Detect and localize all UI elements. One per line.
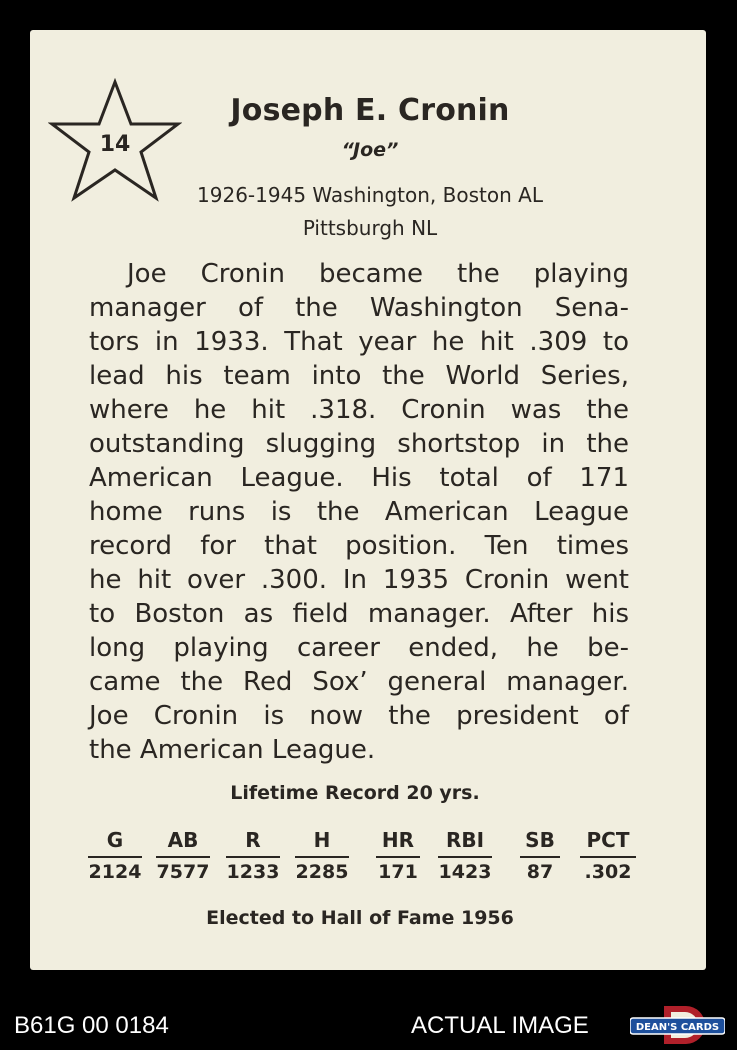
player-nickname: “Joe” (341, 139, 399, 161)
bio-line: Joe Cronin is now the president of (89, 701, 629, 731)
bio-line: home runs is the American League (89, 497, 629, 527)
stats-table (88, 828, 648, 890)
stat-runs (226, 828, 280, 883)
stat-header: H (295, 828, 349, 858)
hall-of-fame-note: Elected to Hall of Fame 1956 (206, 907, 514, 929)
stat-value: 2285 (295, 861, 349, 883)
deans-cards-logo (630, 1004, 725, 1046)
stat-header: HR (376, 828, 420, 858)
stat-value: 2124 (88, 861, 142, 883)
stat-value: .302 (584, 861, 632, 883)
bio-line: he hit over .300. In 1935 Cronin went (89, 565, 629, 595)
bio-line: to Boston as field manager. After his (89, 599, 629, 629)
lifetime-record-label: Lifetime Record 20 yrs. (230, 782, 480, 804)
bio-line: outstanding slugging shortstop in the (89, 429, 629, 459)
stat-value: 87 (526, 861, 554, 883)
stat-value: 1423 (438, 861, 492, 883)
bio-line: the American League. (89, 735, 376, 765)
biography (89, 257, 629, 767)
bio-line: long playing career ended, he be- (89, 633, 629, 663)
career-teams-line-2: Pittsburgh NL (302, 216, 438, 240)
stat-header: RBI (438, 828, 492, 858)
stat-value: 7577 (156, 861, 210, 883)
bio-line: record for that position. Ten times (89, 531, 629, 561)
bio-line: came the Red Sox’ general manager. (89, 667, 629, 697)
stat-hits (295, 828, 349, 883)
logo-text: DEAN'S CARDS (635, 1022, 720, 1033)
bio-line: Joe Cronin became the playing (127, 259, 629, 289)
bio-line: where he hit .318. Cronin was the (89, 395, 629, 425)
stat-header: AB (156, 828, 210, 858)
stat-at-bats (156, 828, 210, 883)
stat-value: 1233 (226, 861, 280, 883)
stat-home-runs (376, 828, 420, 883)
stat-header: SB (520, 828, 560, 858)
career-years (130, 179, 610, 245)
bio-line: American League. His total of 171 (89, 463, 629, 493)
stat-header: PCT (580, 828, 636, 858)
career-teams-line-1: 1926-1945 Washington, Boston AL (197, 183, 543, 207)
stat-header: G (88, 828, 142, 858)
stat-rbi (438, 828, 492, 883)
actual-image-label: ACTUAL IMAGE (411, 1012, 589, 1039)
bio-line: manager of the Washington Sena- (89, 293, 629, 323)
stat-header: R (226, 828, 280, 858)
stat-games (88, 828, 142, 883)
card-number: 14 (99, 132, 131, 157)
player-name: Joseph E. Cronin (230, 93, 510, 128)
stat-batting-average (580, 828, 636, 883)
stat-stolen-bases (520, 828, 560, 883)
stat-value: 171 (378, 861, 418, 883)
bio-line: lead his team into the World Series, (89, 361, 629, 391)
inventory-code: B61G 00 0184 (14, 1012, 169, 1039)
bio-line: tors in 1933. That year he hit .309 to (89, 327, 629, 357)
